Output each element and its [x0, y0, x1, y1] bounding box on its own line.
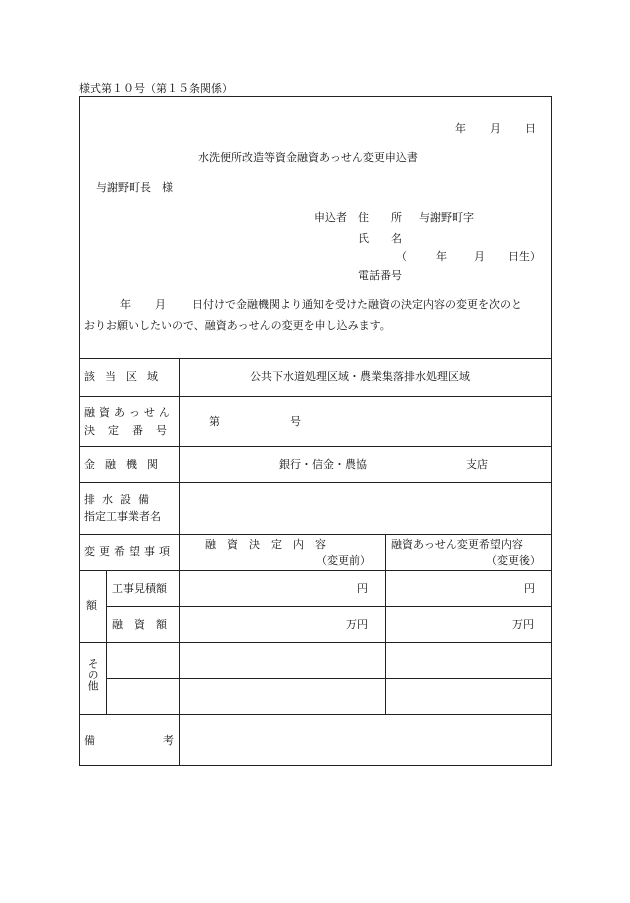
table-line — [79, 482, 552, 483]
table-line — [79, 396, 552, 397]
area-label: 該当区域 — [84, 370, 168, 383]
decision-label-line1: 融資あっせん — [84, 406, 174, 419]
loan-label: 融 資 額 — [112, 618, 167, 631]
table-col-line — [106, 570, 107, 714]
decision-label-line2: 決定番号 — [84, 424, 180, 437]
area-value: 公共下水道処理区域・農業集落排水処理区域 — [250, 370, 470, 383]
form-title: 水洗便所改造等資金融資あっせん変更申込書 — [198, 151, 418, 164]
table-col-line — [179, 358, 180, 766]
col-before-heading: 融 資 決 定 内 容 — [205, 538, 326, 551]
table-line — [79, 570, 552, 571]
body-line1: 日付けで金融機関より通知を受けた融資の決定内容の変更を次のと — [192, 298, 522, 311]
col-after-sub: （変更後） — [486, 554, 541, 567]
contractor-label-line1: 排水設備 — [84, 493, 156, 506]
amount-group-label: 額 — [86, 599, 97, 612]
estimate-unit-after: 円 — [524, 582, 535, 595]
bank-types: 銀行・信金・農協 — [279, 458, 367, 471]
table-line-top — [79, 358, 552, 359]
other-label: その他 — [86, 658, 100, 691]
loan-unit-before: 万円 — [346, 618, 368, 631]
birth-day: 日生） — [508, 250, 541, 263]
estimate-unit-before: 円 — [357, 582, 368, 595]
name-label: 氏 名 — [358, 232, 402, 245]
loan-unit-after: 万円 — [512, 618, 534, 631]
table-line — [106, 678, 552, 679]
body-line2: おりお願いしたいので、融資あっせんの変更を申し込みます。 — [84, 319, 391, 332]
addressee: 与謝野町長 様 — [96, 181, 173, 194]
table-col-line — [385, 534, 386, 714]
remarks-label-left: 備 — [84, 734, 95, 747]
address-label: 住 所 — [358, 211, 402, 224]
address-value: 与謝野町字 — [419, 211, 474, 224]
contractor-label-line2: 指定工事業者名 — [84, 510, 161, 523]
table-line — [79, 642, 552, 643]
form-number: 様式第１０号（第１５条関係） — [79, 82, 233, 95]
phone-label: 電話番号 — [358, 269, 402, 282]
estimate-label: 工事見積額 — [112, 582, 167, 595]
body-year: 年 — [120, 298, 131, 311]
bank-label: 金融機関 — [84, 458, 168, 471]
table-line — [79, 534, 552, 535]
decision-suffix: 号 — [290, 415, 301, 428]
birth-year: 年 — [436, 250, 447, 263]
remarks-label-right: 考 — [163, 734, 174, 747]
col-before-sub: （変更前） — [316, 554, 371, 567]
table-line — [79, 714, 552, 715]
applicant-label: 申込者 — [314, 211, 347, 224]
bank-branch: 支店 — [466, 458, 488, 471]
birth-open: （ — [396, 250, 407, 263]
change-label: 変更希望事項 — [84, 545, 174, 558]
date-year: 年 — [455, 122, 466, 135]
col-after-heading: 融資あっせん変更希望内容 — [391, 538, 523, 551]
decision-prefix: 第 — [209, 415, 220, 428]
birth-month: 月 — [474, 250, 485, 263]
body-month: 月 — [155, 298, 166, 311]
table-line — [106, 606, 552, 607]
date-day: 日 — [525, 122, 536, 135]
table-line — [79, 446, 552, 447]
date-month: 月 — [490, 122, 501, 135]
